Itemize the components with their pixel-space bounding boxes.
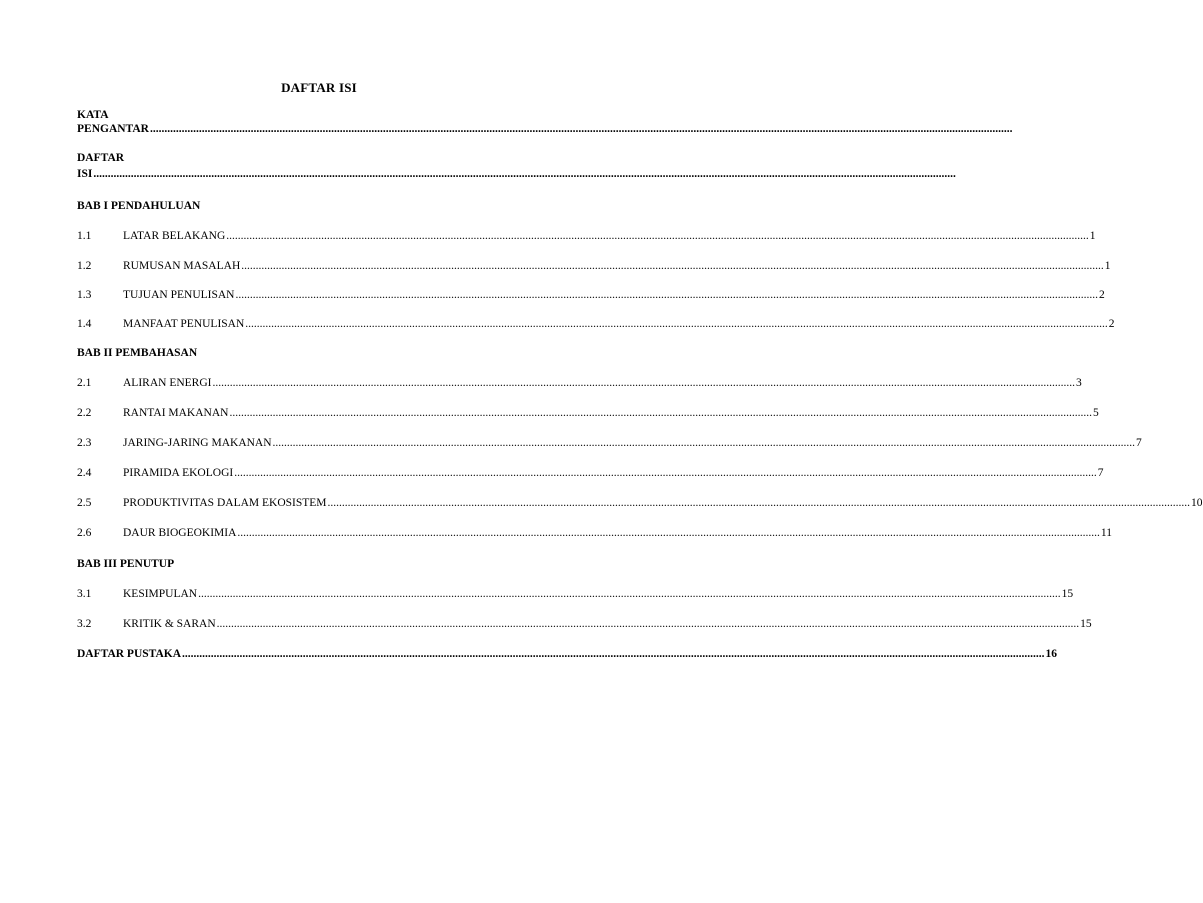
toc-number: 2.2 (77, 407, 92, 419)
toc-page: 11 (1100, 527, 1112, 539)
toc-label: RUMUSAN MASALAH (123, 260, 241, 272)
toc-label: KESIMPULAN (123, 588, 198, 600)
toc-page: 2 (1108, 318, 1115, 330)
toc-number: 2.3 (77, 437, 92, 449)
toc-label: TUJUAN PENULISAN (123, 289, 235, 301)
toc-label: KRITIK & SARAN (123, 618, 216, 630)
toc-label: PIRAMIDA EKOLOGI (123, 467, 234, 479)
toc-entry[interactable] (77, 588, 1074, 604)
dot-leader: ............................................................................................................................................................................................................................................................................................................ (93, 168, 956, 180)
dot-leader: ............................................................................................................................................................................................................................................................................................................ (149, 123, 1013, 135)
toc-label: PRODUKTIVITAS DALAM EKOSISTEM (123, 497, 327, 509)
toc-page: 3 (1075, 377, 1082, 389)
dot-leader: ............................................................................................................................................................................................................................................................................................................ (212, 377, 1075, 389)
toc-label: DAUR BIOGEOKIMIA (123, 527, 237, 539)
toc-entry[interactable] (77, 437, 1142, 453)
toc-page: 5 (1092, 407, 1099, 419)
toc-number: 1.3 (77, 289, 92, 301)
toc-label: ISI (77, 168, 93, 180)
dot-leader: ............................................................................................................................................................................................................................................................................................................ (235, 289, 1098, 301)
toc-number: 1.1 (77, 230, 92, 242)
toc-page: 1 (1089, 230, 1096, 242)
toc-entry[interactable] (77, 318, 1115, 334)
toc-page: 16 (1045, 648, 1058, 660)
dot-leader: ............................................................................................................................................................................................................................................................................................................ (245, 318, 1108, 330)
section-heading-bab3: BAB III PENUTUP (77, 558, 175, 570)
toc-number: 1.2 (77, 260, 92, 272)
dot-leader: ............................................................................................................................................................................................................................................................................................................ (229, 407, 1092, 419)
toc-page: 15 (1080, 618, 1092, 630)
section-heading-bab1: BAB I PENDAHULUAN (77, 200, 201, 212)
page-title: DAFTAR ISI (281, 80, 357, 95)
toc-entry[interactable] (77, 497, 1203, 513)
toc-entry[interactable] (77, 527, 1112, 543)
daftar-isi-line1: DAFTAR (77, 152, 125, 164)
toc-label: LATAR BELAKANG (123, 230, 226, 242)
dot-leader: ............................................................................................................................................................................................................................................................................................................ (234, 467, 1097, 479)
toc-label: RANTAI MAKANAN (123, 407, 229, 419)
dot-leader: ............................................................................................................................................................................................................................................................................................................ (237, 527, 1100, 539)
dot-leader: ............................................................................................................................................................................................................................................................................................................ (216, 618, 1080, 630)
toc-page: 2 (1099, 289, 1105, 301)
toc-number: 3.2 (77, 618, 92, 630)
toc-page: 10 (1191, 497, 1203, 509)
toc-number: 2.1 (77, 377, 92, 389)
toc-entry-daftar-pustaka[interactable] (77, 648, 1058, 664)
toc-page: 1 (1104, 260, 1111, 272)
toc-number: 2.5 (77, 497, 92, 509)
toc-entry[interactable] (77, 260, 1111, 276)
toc-number: 3.1 (77, 588, 92, 600)
toc-entry[interactable] (77, 289, 1105, 305)
toc-entry[interactable] (77, 618, 1092, 634)
toc-page: 15 (1061, 588, 1074, 600)
section-heading-bab2: BAB II PEMBAHASAN (77, 347, 198, 359)
toc-label: PENGANTAR (77, 123, 149, 135)
toc-number: 1.4 (77, 318, 92, 330)
dot-leader: ............................................................................................................................................................................................................................................................................................................ (226, 230, 1089, 242)
toc-entry[interactable] (77, 467, 1104, 483)
toc-label: MANFAAT PENULISAN (123, 318, 245, 330)
dot-leader: ............................................................................................................................................................................................................................................................................................................ (198, 588, 1061, 600)
toc-entry[interactable] (77, 377, 1082, 393)
toc-entry[interactable] (77, 407, 1099, 423)
dot-leader: ............................................................................................................................................................................................................................................................................................................ (327, 497, 1191, 509)
dot-leader: ............................................................................................................................................................................................................................................................................................................ (272, 437, 1136, 449)
dot-leader: ............................................................................................................................................................................................................................................................................................................ (241, 260, 1104, 272)
toc-number: 2.4 (77, 467, 92, 479)
toc-label: ALIRAN ENERGI (123, 377, 212, 389)
toc-entry-kata-pengantar[interactable] (77, 123, 1013, 139)
toc-page: 7 (1097, 467, 1104, 479)
dot-leader: ............................................................................................................................................................................................................................................................................................................ (182, 648, 1045, 660)
toc-number: 2.6 (77, 527, 92, 539)
toc-entry-daftar-isi[interactable] (77, 168, 956, 184)
toc-entry[interactable] (77, 230, 1096, 246)
toc-label: JARING-JARING MAKANAN (123, 437, 272, 449)
toc-label: DAFTAR PUSTAKA (77, 648, 182, 660)
kata-pengantar-line1: KATA (77, 109, 109, 121)
toc-page: 7 (1136, 437, 1142, 449)
